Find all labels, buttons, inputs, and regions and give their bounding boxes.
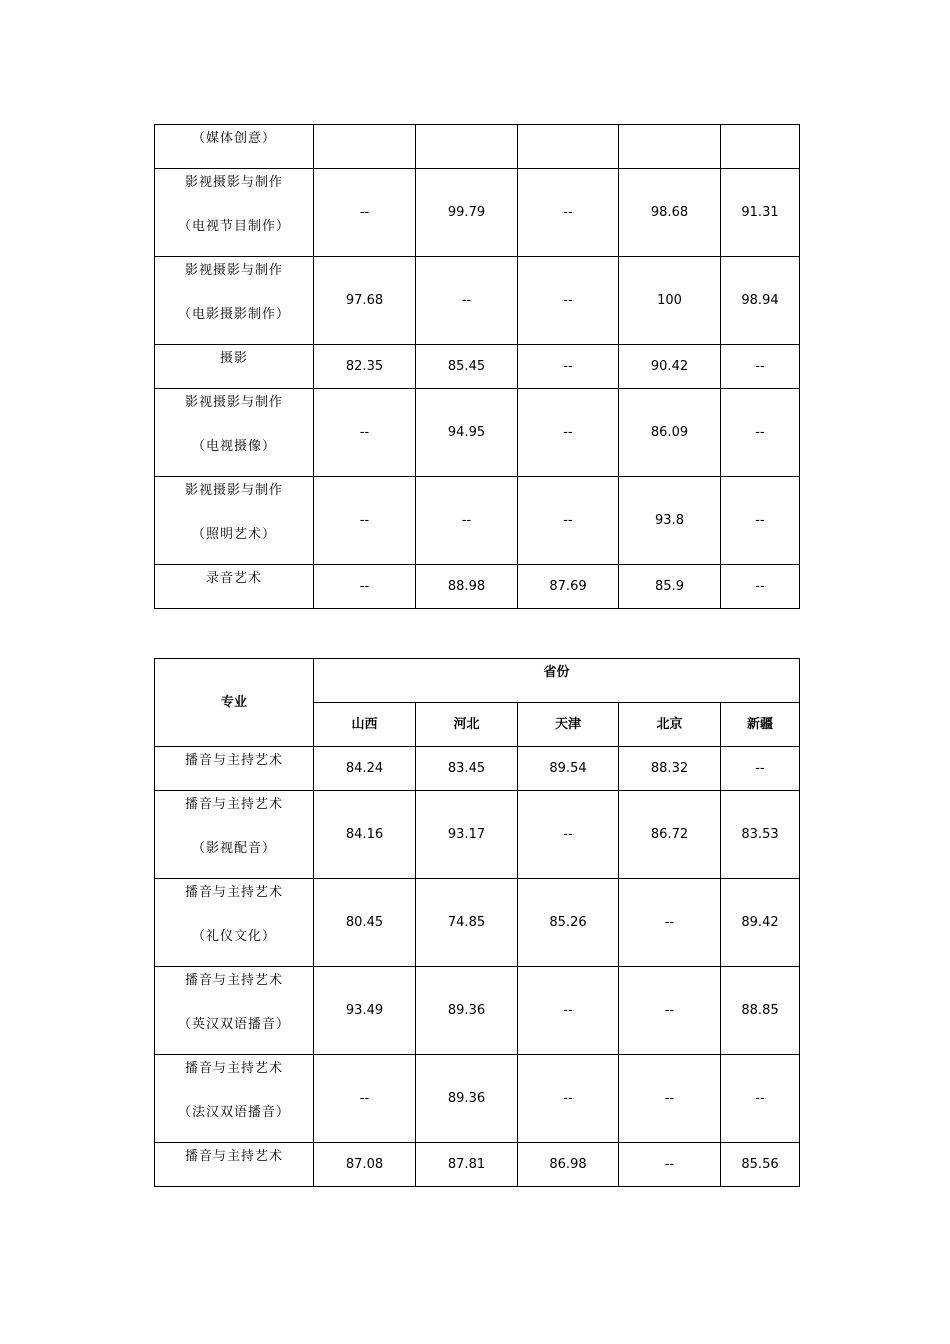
- score-cell: --: [518, 389, 619, 477]
- major-cell: [155, 967, 314, 1055]
- table-row: [155, 257, 800, 345]
- major-direction: （法汉双语播音）: [177, 1105, 290, 1120]
- score-cell: --: [314, 477, 416, 565]
- major-header: 专业: [155, 659, 314, 747]
- major-direction: （电影摄影制作）: [177, 307, 290, 322]
- major-name: 播音与主持艺术: [184, 753, 283, 768]
- major-direction: （照明艺术）: [191, 527, 276, 542]
- score-cell: 87.69: [518, 565, 619, 609]
- score-cell: 93.49: [314, 967, 416, 1055]
- score-cell: 85.26: [518, 879, 619, 967]
- score-cell: 99.79: [416, 169, 518, 257]
- score-cell: --: [314, 1055, 416, 1143]
- table-row: [155, 565, 800, 609]
- major-cell: [155, 747, 314, 791]
- score-cell: 74.85: [416, 879, 518, 967]
- table-row: [155, 879, 800, 967]
- score-cell: 85.9: [619, 565, 721, 609]
- score-cell: --: [518, 257, 619, 345]
- major-direction: （电视节目制作）: [177, 219, 290, 234]
- score-cell: 84.24: [314, 747, 416, 791]
- score-cell: 87.81: [416, 1143, 518, 1187]
- score-cell: --: [721, 477, 800, 565]
- score-cell: 98.94: [721, 257, 800, 345]
- table-row: [155, 477, 800, 565]
- score-cell: 89.42: [721, 879, 800, 967]
- major-cell: [155, 1055, 314, 1143]
- score-cell: [416, 125, 518, 169]
- province-hebei: 河北: [416, 703, 518, 747]
- major-cell: [155, 477, 314, 565]
- score-cell: 94.95: [416, 389, 518, 477]
- score-cell: --: [619, 967, 721, 1055]
- score-cell: 82.35: [314, 345, 416, 389]
- table-row: [155, 967, 800, 1055]
- table-row: [155, 791, 800, 879]
- score-cell: --: [619, 1055, 721, 1143]
- score-cell: 85.56: [721, 1143, 800, 1187]
- score-cell: --: [721, 345, 800, 389]
- score-cell: [619, 125, 721, 169]
- major-name: 播音与主持艺术: [184, 1149, 283, 1164]
- score-cell: 86.09: [619, 389, 721, 477]
- scores-table-1: [154, 124, 800, 609]
- major-name: 摄影: [219, 351, 248, 366]
- table-row: [155, 345, 800, 389]
- major-cell: [155, 879, 314, 967]
- province-beijing: 北京: [619, 703, 721, 747]
- score-cell: 93.8: [619, 477, 721, 565]
- score-cell: 88.85: [721, 967, 800, 1055]
- major-name: （媒体创意）: [191, 131, 276, 146]
- table-row: [155, 169, 800, 257]
- score-cell: --: [518, 1055, 619, 1143]
- major-name: 影视摄影与制作: [184, 483, 283, 498]
- score-cell: [721, 125, 800, 169]
- score-cell: --: [518, 967, 619, 1055]
- score-cell: --: [518, 345, 619, 389]
- province-tianjin: 天津: [518, 703, 619, 747]
- major-cell: [155, 389, 314, 477]
- major-cell: [155, 345, 314, 389]
- score-cell: 100: [619, 257, 721, 345]
- major-cell: [155, 1143, 314, 1187]
- major-name: 播音与主持艺术: [184, 973, 283, 988]
- table-row: [155, 1143, 800, 1187]
- major-direction: （英汉双语播音）: [177, 1017, 290, 1032]
- province-xinjiang: 新疆: [721, 703, 800, 747]
- score-cell: 86.98: [518, 1143, 619, 1187]
- score-cell: 98.68: [619, 169, 721, 257]
- score-cell: --: [619, 1143, 721, 1187]
- score-cell: 80.45: [314, 879, 416, 967]
- table-row: [155, 1055, 800, 1143]
- score-cell: 91.31: [721, 169, 800, 257]
- major-name: 影视摄影与制作: [184, 395, 283, 410]
- major-cell: [155, 791, 314, 879]
- score-cell: --: [518, 477, 619, 565]
- score-cell: [518, 125, 619, 169]
- table-2-body: [155, 747, 800, 1187]
- table-row: [155, 389, 800, 477]
- score-cell: --: [314, 389, 416, 477]
- score-cell: 87.08: [314, 1143, 416, 1187]
- score-cell: 97.68: [314, 257, 416, 345]
- table-2-header: [155, 659, 800, 747]
- major-direction: （电视摄像）: [191, 439, 276, 454]
- score-cell: 84.16: [314, 791, 416, 879]
- score-cell: 88.32: [619, 747, 721, 791]
- score-cell: --: [721, 389, 800, 477]
- major-direction: （影视配音）: [191, 841, 276, 856]
- score-cell: 89.36: [416, 1055, 518, 1143]
- score-cell: --: [314, 565, 416, 609]
- score-cell: --: [314, 169, 416, 257]
- major-name: 录音艺术: [205, 571, 262, 586]
- major-cell: [155, 565, 314, 609]
- score-cell: --: [518, 791, 619, 879]
- score-cell: [314, 125, 416, 169]
- table-row: [155, 125, 800, 169]
- major-name: 播音与主持艺术: [184, 797, 283, 812]
- score-cell: 90.42: [619, 345, 721, 389]
- province-shanxi: 山西: [314, 703, 416, 747]
- score-cell: 86.72: [619, 791, 721, 879]
- major-name: 影视摄影与制作: [184, 263, 283, 278]
- score-cell: 89.36: [416, 967, 518, 1055]
- score-cell: --: [619, 879, 721, 967]
- score-cell: 83.53: [721, 791, 800, 879]
- major-cell: [155, 257, 314, 345]
- table-row: [155, 747, 800, 791]
- score-cell: 88.98: [416, 565, 518, 609]
- header-row-province: [155, 659, 800, 703]
- score-cell: --: [721, 565, 800, 609]
- score-cell: --: [518, 169, 619, 257]
- major-direction: （礼仪文化）: [191, 929, 276, 944]
- province-header: 省份: [314, 659, 800, 703]
- score-cell: --: [416, 477, 518, 565]
- scores-table-2: [154, 658, 800, 1187]
- major-cell: [155, 125, 314, 169]
- score-cell: --: [721, 747, 800, 791]
- major-name: 播音与主持艺术: [184, 885, 283, 900]
- score-cell: 93.17: [416, 791, 518, 879]
- table-1-body: [155, 125, 800, 609]
- score-cell: --: [721, 1055, 800, 1143]
- score-cell: --: [416, 257, 518, 345]
- major-name: 播音与主持艺术: [184, 1061, 283, 1076]
- score-cell: 85.45: [416, 345, 518, 389]
- score-cell: 83.45: [416, 747, 518, 791]
- score-cell: 89.54: [518, 747, 619, 791]
- major-name: 影视摄影与制作: [184, 175, 283, 190]
- major-cell: [155, 169, 314, 257]
